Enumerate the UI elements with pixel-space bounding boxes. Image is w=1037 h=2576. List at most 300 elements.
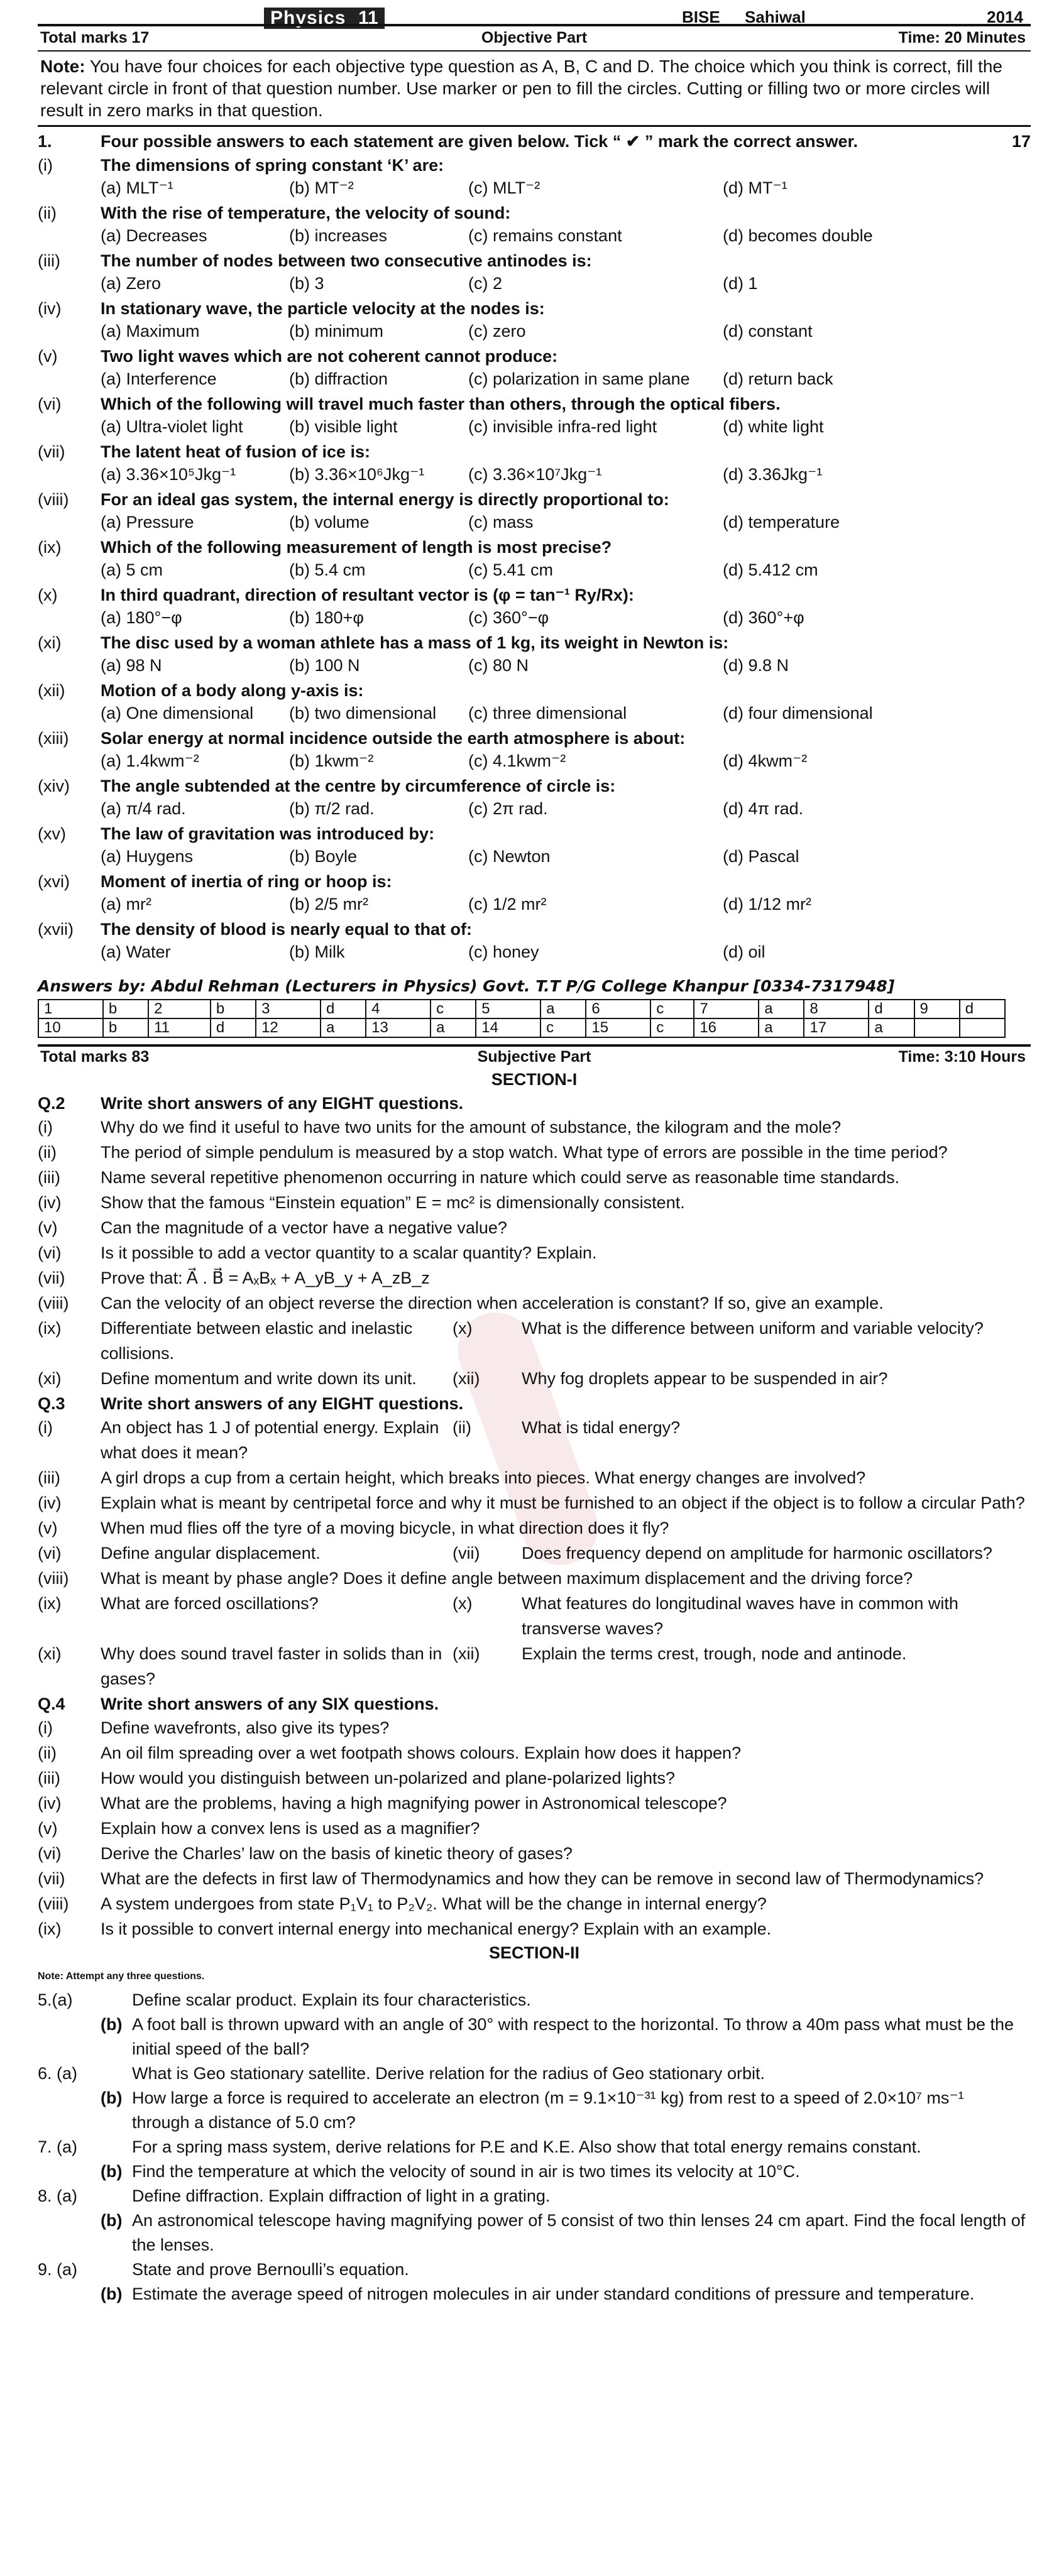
part-text: Why do we find it useful to have two units for the amount of substance, the kilogram and the mole? bbox=[101, 1118, 842, 1137]
long-question-part: (b) bbox=[101, 2088, 123, 2107]
long-question-part bbox=[101, 2135, 132, 2159]
option-c: (c) Newton bbox=[468, 847, 551, 866]
mcq-options bbox=[38, 654, 1031, 677]
long-question-number bbox=[38, 2233, 101, 2257]
mcq-question-row bbox=[38, 631, 1031, 654]
question-number: Q.4 bbox=[38, 1695, 65, 1713]
option-b: (b) MT⁻² bbox=[289, 178, 354, 197]
option-c: (c) 5.41 cm bbox=[468, 560, 554, 579]
option-b: (b) 100 N bbox=[289, 656, 360, 675]
long-question-number bbox=[38, 2159, 101, 2184]
option-a: (a) 5 cm bbox=[101, 560, 163, 579]
part-number: (iv) bbox=[38, 1193, 62, 1212]
mcq-question-row bbox=[38, 154, 1031, 177]
long-question-row bbox=[38, 2086, 1031, 2110]
long-question-part bbox=[101, 1988, 132, 2012]
question-instruction: Write short answers of any SIX questions. bbox=[101, 1695, 439, 1713]
mcq-item bbox=[38, 918, 1031, 963]
answer-key-cell: d bbox=[869, 1000, 914, 1018]
option-a: (a) Maximum bbox=[101, 322, 200, 341]
objective-bar bbox=[38, 24, 1031, 52]
option-c: (c) 2 bbox=[468, 274, 502, 293]
option-d: (d) Pascal bbox=[723, 847, 799, 866]
mcq-options bbox=[38, 941, 1031, 963]
option-a: (a) Pressure bbox=[101, 513, 194, 532]
short-question-row bbox=[38, 1916, 1031, 1941]
answer-key-cell: 1 bbox=[38, 1000, 103, 1018]
mcq-options bbox=[38, 320, 1031, 342]
part-text: Name several repetitive phenomenon occurring in nature which could serve as reasonable time standards. bbox=[101, 1168, 900, 1187]
short-question-row bbox=[38, 1490, 1031, 1515]
answer-key-cell: 3 bbox=[256, 1000, 321, 1018]
option-c: (c) 3.36×10⁷Jkg⁻¹ bbox=[468, 465, 602, 484]
option-b: (b) Boyle bbox=[289, 847, 358, 866]
long-question-number: 5.(a) bbox=[38, 1990, 73, 2009]
mcq-item-text: Which of the following measurement of length is most precise? bbox=[101, 538, 612, 557]
long-question-part bbox=[101, 2233, 132, 2257]
part-number: (viii) bbox=[38, 1294, 69, 1313]
option-a: (a) Ultra-violet light bbox=[101, 417, 243, 436]
mcq-item-number: (ii) bbox=[38, 204, 57, 222]
long-question-text: What is Geo stationary satellite. Derive relation for the radius of Geo stationary orbit. bbox=[132, 2064, 765, 2083]
mcq-options bbox=[38, 893, 1031, 915]
mcq-item-text: Two light waves which are not coherent cannot produce: bbox=[101, 347, 558, 366]
option-b: (b) diffraction bbox=[289, 369, 388, 388]
mcq-item-text: The number of nodes between two consecutive antinodes is: bbox=[101, 251, 592, 270]
option-d: (d) constant bbox=[723, 322, 813, 341]
answer-key-cell: b bbox=[211, 1000, 256, 1018]
long-question-text: the lenses. bbox=[132, 2235, 214, 2254]
option-d: (d) 3.36Jkg⁻¹ bbox=[723, 465, 823, 484]
answer-key-cell: a bbox=[540, 1000, 586, 1018]
mcq-item-number: (viii) bbox=[38, 490, 69, 509]
option-b: (b) increases bbox=[289, 226, 388, 245]
mcq-item-text: The disc used by a woman athlete has a mass of 1 kg, its weight in Newton is: bbox=[101, 633, 729, 652]
year-label: 2014 bbox=[987, 8, 1023, 26]
option-a: (a) Decreases bbox=[101, 226, 207, 245]
mcq-item-text: Moment of inertia of ring or hoop is: bbox=[101, 872, 392, 891]
short-question-row bbox=[38, 1866, 1031, 1891]
mcq-question-row bbox=[38, 679, 1031, 702]
part-number: (vii) bbox=[38, 1269, 65, 1287]
mcq-item bbox=[38, 249, 1031, 295]
option-c: (c) remains constant bbox=[468, 226, 622, 245]
mcq-item-text: Which of the following will travel much faster than others, through the optical fibers. bbox=[101, 395, 781, 413]
mcq-item-number: (xii) bbox=[38, 681, 65, 700]
part-text: Differentiate between elastic and inelastic collisions. bbox=[101, 1319, 413, 1363]
mcq-marks: 17 bbox=[1011, 132, 1031, 151]
paper-header bbox=[38, 0, 1031, 28]
option-b: (b) 1kwm⁻² bbox=[289, 751, 374, 770]
answer-key-cell: 10 bbox=[38, 1018, 103, 1037]
part-number: (xii) bbox=[453, 1369, 480, 1388]
mcq-question-row bbox=[38, 918, 1031, 941]
mcq-question-row bbox=[38, 440, 1031, 463]
answers-by: Answers by: Abdul Rehman (Lecturers in Physics) Govt. T.T P/G College Khanpur [0334-7317948] bbox=[38, 977, 895, 995]
part-text: What features do longitudinal waves have in common with transverse waves? bbox=[522, 1594, 958, 1638]
answer-key-cell: d bbox=[211, 1018, 256, 1037]
answer-key-cell: 6 bbox=[586, 1000, 650, 1018]
part-number: (v) bbox=[38, 1519, 58, 1537]
mcq-question-row bbox=[38, 488, 1031, 511]
short-question-row bbox=[38, 1515, 1031, 1541]
long-question-row bbox=[38, 2233, 1031, 2257]
mcq-question-row bbox=[38, 870, 1031, 893]
mcq-item-text: The latent heat of fusion of ice is: bbox=[101, 442, 371, 461]
answer-key-cell: c bbox=[650, 1018, 694, 1037]
long-question-row bbox=[38, 2282, 1031, 2306]
option-b: (b) 5.4 cm bbox=[289, 560, 366, 579]
option-a: (a) Zero bbox=[101, 274, 162, 293]
long-question-text: through a distance of 5.0 cm? bbox=[132, 2113, 356, 2132]
option-d: (d) 5.412 cm bbox=[723, 560, 818, 579]
option-d: (d) 9.8 N bbox=[723, 656, 789, 675]
part-text: Why does sound travel faster in solids than in gases? bbox=[101, 1644, 442, 1688]
answer-key-cell: b bbox=[103, 1018, 148, 1037]
option-b: (b) 180+φ bbox=[289, 608, 364, 627]
mcq-question-row bbox=[38, 393, 1031, 415]
answer-key-cell: d bbox=[960, 1000, 1005, 1018]
mcq-item-text: For an ideal gas system, the internal energy is directly proportional to: bbox=[101, 490, 669, 509]
part-text: Why fog droplets appear to be suspended in air? bbox=[522, 1369, 888, 1388]
part-number: (vi) bbox=[38, 1844, 62, 1863]
mcq-item-number: (xv) bbox=[38, 824, 66, 843]
option-c: (c) three dimensional bbox=[468, 704, 627, 723]
long-question-part bbox=[101, 2184, 132, 2208]
part-text: Explain the terms crest, trough, node and antinode. bbox=[522, 1644, 907, 1663]
option-a: (a) Huygens bbox=[101, 847, 194, 866]
part-text: When mud flies off the tyre of a moving bicycle, in what direction does it fly? bbox=[101, 1519, 669, 1537]
mcq-item-text: The density of blood is nearly equal to that of: bbox=[101, 920, 473, 939]
short-question-row bbox=[38, 1190, 1031, 1215]
part-text: How would you distinguish between un-polarized and plane-polarized lights? bbox=[101, 1769, 676, 1787]
mcq-item bbox=[38, 488, 1031, 533]
long-question-row bbox=[38, 2208, 1031, 2233]
mcq-number: 1. bbox=[38, 132, 52, 151]
mcq-item-text: Motion of a body along y-axis is: bbox=[101, 681, 364, 700]
long-question-number bbox=[38, 2086, 101, 2110]
mcq-item-number: (iv) bbox=[38, 299, 62, 318]
long-question-number bbox=[38, 2110, 101, 2135]
district-label: Sahiwal bbox=[745, 8, 806, 26]
part-text: Explain what is meant by centripetal force and why it must be furnished to an object if the object is to follow a circular Path? bbox=[101, 1493, 1025, 1512]
part-text: Define momentum and write down its unit. bbox=[101, 1369, 417, 1388]
mcq-item bbox=[38, 727, 1031, 772]
objective-time: Time: 20 Minutes bbox=[898, 29, 1026, 46]
part-number: (xii) bbox=[453, 1644, 480, 1663]
board-label: BISE bbox=[682, 8, 720, 26]
short-questions bbox=[38, 1092, 1031, 1941]
short-question-row bbox=[38, 1641, 1031, 1691]
mcq-item bbox=[38, 822, 1031, 868]
option-c: (c) 2π rad. bbox=[468, 799, 548, 818]
objective-total-marks: Total marks 17 bbox=[40, 29, 150, 46]
part-text: The period of simple pendulum is measured by a stop watch. What type of errors are possible in the time period? bbox=[101, 1143, 948, 1162]
part-text: Is it possible to convert internal energy into mechanical energy? Explain with an example. bbox=[101, 1919, 772, 1938]
answer-key-row bbox=[38, 1000, 1005, 1018]
option-a: (a) One dimensional bbox=[101, 704, 254, 723]
long-question-part bbox=[101, 2110, 132, 2135]
mcq-item-number: (i) bbox=[38, 156, 53, 175]
part-number: (ix) bbox=[38, 1919, 62, 1938]
long-question-part bbox=[101, 2061, 132, 2086]
option-c: (c) mass bbox=[468, 513, 534, 532]
part-number: (ii) bbox=[38, 1143, 57, 1162]
mcq-options bbox=[38, 702, 1031, 724]
part-text: Does frequency depend on amplitude for harmonic oscillators? bbox=[522, 1544, 992, 1563]
mcq-options bbox=[38, 845, 1031, 868]
part-number: (iii) bbox=[38, 1168, 60, 1187]
part-text: Define angular displacement. bbox=[101, 1544, 321, 1563]
option-b: (b) π/2 rad. bbox=[289, 799, 375, 818]
answer-key-cell bbox=[914, 1018, 960, 1037]
option-b: (b) minimum bbox=[289, 322, 384, 341]
long-question-part: (b) bbox=[101, 2211, 123, 2230]
long-question-part bbox=[101, 2257, 132, 2282]
option-b: (b) two dimensional bbox=[289, 704, 437, 723]
answer-key-cell: 15 bbox=[586, 1018, 650, 1037]
part-number: (ii) bbox=[38, 1744, 57, 1762]
part-text: What is meant by phase angle? Does it define angle between maximum displacement and the driving force? bbox=[101, 1569, 913, 1588]
subjective-total-marks: Total marks 83 bbox=[40, 1048, 150, 1066]
mcq-item bbox=[38, 345, 1031, 390]
answer-key-cell: 4 bbox=[366, 1000, 431, 1018]
long-question-number bbox=[38, 2037, 101, 2061]
option-d: (d) temperature bbox=[723, 513, 840, 532]
part-number: (iii) bbox=[38, 1468, 60, 1487]
short-question-row bbox=[38, 1566, 1031, 1591]
short-question-row bbox=[38, 1766, 1031, 1791]
short-question-row bbox=[38, 1465, 1031, 1490]
mcq-item-number: (xi) bbox=[38, 633, 62, 652]
option-c: (c) honey bbox=[468, 942, 539, 961]
mcq-item-number: (xiii) bbox=[38, 729, 69, 748]
mcq-item-text: The law of gravitation was introduced by: bbox=[101, 824, 435, 843]
option-a: (a) 3.36×10⁵Jkg⁻¹ bbox=[101, 465, 236, 484]
part-number: (vii) bbox=[38, 1869, 65, 1888]
short-question-row bbox=[38, 1215, 1031, 1240]
long-question-row bbox=[38, 2159, 1031, 2184]
long-question-row bbox=[38, 2110, 1031, 2135]
answer-key-cell: a bbox=[321, 1018, 366, 1037]
short-question-row bbox=[38, 1541, 1031, 1566]
option-c: (c) 1/2 mr² bbox=[468, 895, 547, 914]
long-question-text: A foot ball is thrown upward with an angle of 30° with respect to the horizontal. To throw a 40m pass what must be the bbox=[132, 2015, 1014, 2034]
mcq-options bbox=[38, 177, 1031, 199]
short-question-row bbox=[38, 1891, 1031, 1916]
answer-key-cell: 17 bbox=[804, 1018, 869, 1037]
part-text: A girl drops a cup from a certain height, which breaks into pieces. What energy changes are involved? bbox=[101, 1468, 866, 1487]
note-label: Note: bbox=[40, 57, 85, 76]
option-b: (b) volume bbox=[289, 513, 370, 532]
short-question-row bbox=[38, 1265, 1031, 1291]
mcq-item bbox=[38, 536, 1031, 581]
part-number: (x) bbox=[453, 1594, 473, 1613]
long-question-number bbox=[38, 2012, 101, 2037]
section-2-heading: SECTION-II bbox=[488, 1943, 579, 1962]
mcq-item-number: (ix) bbox=[38, 538, 62, 557]
part-number: (ix) bbox=[38, 1594, 62, 1613]
option-b: (b) 2/5 mr² bbox=[289, 895, 369, 914]
answer-key-table bbox=[38, 999, 1006, 1038]
part-number: (ix) bbox=[38, 1319, 62, 1338]
mcq-question-row bbox=[38, 297, 1031, 320]
mcq-options bbox=[38, 415, 1031, 438]
short-question-row bbox=[38, 1415, 1031, 1465]
mcq-item-number: (v) bbox=[38, 347, 58, 366]
long-question-row bbox=[38, 2257, 1031, 2282]
answer-key-cell: 8 bbox=[804, 1000, 869, 1018]
mcq-item-text: The angle subtended at the centre by circumference of circle is: bbox=[101, 777, 616, 795]
subjective-bar bbox=[38, 1044, 1031, 1068]
mcq-question-row bbox=[38, 536, 1031, 559]
answer-key-cell: d bbox=[321, 1000, 366, 1018]
short-question-row bbox=[38, 1115, 1031, 1140]
section-1-heading: SECTION-I bbox=[491, 1070, 578, 1089]
long-question-part: (b) bbox=[101, 2162, 123, 2181]
mcq-item bbox=[38, 202, 1031, 247]
option-a: (a) Water bbox=[101, 942, 171, 961]
mcq-instruction: Four possible answers to each statement are given below. Tick “ ✔ ” mark the correct answer. bbox=[101, 132, 859, 151]
option-d: (d) white light bbox=[723, 417, 824, 436]
part-number: (vi) bbox=[38, 1243, 62, 1262]
part-number: (vi) bbox=[38, 1544, 62, 1563]
part-text: Derive the Charles’ law on the basis of kinetic theory of gases? bbox=[101, 1844, 573, 1863]
part-number: (viii) bbox=[38, 1894, 69, 1913]
option-d: (d) 1/12 mr² bbox=[723, 895, 812, 914]
question-instruction: Write short answers of any EIGHT questions. bbox=[101, 1394, 464, 1413]
option-d: (d) oil bbox=[723, 942, 765, 961]
part-number: (x) bbox=[453, 1319, 473, 1338]
part-text: Explain how a convex lens is used as a magnifier? bbox=[101, 1819, 480, 1838]
answer-key-cell: 13 bbox=[366, 1018, 431, 1037]
part-number: (vii) bbox=[453, 1544, 480, 1563]
answer-key-cell: a bbox=[431, 1018, 476, 1037]
option-c: (c) 4.1kwm⁻² bbox=[468, 751, 566, 770]
part-number: (viii) bbox=[38, 1569, 69, 1588]
mcq-item-number: (xvii) bbox=[38, 920, 74, 939]
part-text: Show that the famous “Einstein equation” E = mc² is dimensionally consistent. bbox=[101, 1193, 685, 1212]
option-a: (a) π/4 rad. bbox=[101, 799, 186, 818]
option-b: (b) 3 bbox=[289, 274, 324, 293]
mcq-item-number: (xvi) bbox=[38, 872, 70, 891]
long-question-number: 7. (a) bbox=[38, 2137, 78, 2156]
mcq-options bbox=[38, 224, 1031, 247]
part-text: An oil film spreading over a wet footpath shows colours. Explain how does it happen? bbox=[101, 1744, 742, 1762]
option-d: (d) return back bbox=[723, 369, 833, 388]
part-text: Define wavefronts, also give its types? bbox=[101, 1718, 390, 1737]
exam-paper bbox=[38, 0, 1031, 2306]
class-label: 11 bbox=[352, 8, 385, 29]
answer-key-cell: c bbox=[431, 1000, 476, 1018]
mcq-question-row bbox=[38, 249, 1031, 272]
mcq-item-text: The dimensions of spring constant ‘K’ are: bbox=[101, 156, 444, 175]
mcq-options bbox=[38, 750, 1031, 772]
long-question-row bbox=[38, 1988, 1031, 2012]
mcq-question-row bbox=[38, 202, 1031, 224]
part-text: What are the problems, having a high magnifying power in Astronomical telescope? bbox=[101, 1794, 727, 1813]
subject-label: Physics bbox=[264, 8, 352, 29]
option-d: (d) becomes double bbox=[723, 226, 873, 245]
long-question-row bbox=[38, 2037, 1031, 2061]
question-heading bbox=[38, 1693, 1031, 1715]
answer-key-cell: a bbox=[869, 1018, 914, 1037]
short-question-row bbox=[38, 1240, 1031, 1265]
part-text: A system undergoes from state P₁V₁ to P₂V₂. What will be the change in internal energy? bbox=[101, 1894, 767, 1913]
answer-key-cell: 16 bbox=[694, 1018, 759, 1037]
option-c: (c) 80 N bbox=[468, 656, 529, 675]
part-number: (iv) bbox=[38, 1794, 62, 1813]
mcq-list bbox=[38, 154, 1031, 963]
subjective-title: Subjective Part bbox=[477, 1048, 591, 1066]
option-b: (b) visible light bbox=[289, 417, 398, 436]
short-question-row bbox=[38, 1740, 1031, 1766]
option-c: (c) 360°−φ bbox=[468, 608, 549, 627]
short-question-row bbox=[38, 1165, 1031, 1190]
option-a: (a) 180°−φ bbox=[101, 608, 182, 627]
long-question-row bbox=[38, 2184, 1031, 2208]
mcq-options bbox=[38, 559, 1031, 581]
option-c: (c) invisible infra-red light bbox=[468, 417, 657, 436]
long-question-part: (b) bbox=[101, 2015, 123, 2034]
part-number: (xi) bbox=[38, 1369, 62, 1388]
answer-key-cell: a bbox=[759, 1000, 804, 1018]
mcq-item bbox=[38, 870, 1031, 915]
part-number: (i) bbox=[38, 1118, 53, 1137]
mcq-item-number: (iii) bbox=[38, 251, 60, 270]
mcq-item-text: Solar energy at normal incidence outside the earth atmosphere is about: bbox=[101, 729, 686, 748]
long-questions bbox=[38, 1988, 1031, 2306]
part-number: (v) bbox=[38, 1218, 58, 1237]
objective-note bbox=[38, 55, 1031, 127]
long-question-text: Estimate the average speed of nitrogen molecules in air under standard conditions of pressure and temperature. bbox=[132, 2284, 975, 2303]
long-question-row bbox=[38, 2061, 1031, 2086]
part-number: (v) bbox=[38, 1819, 58, 1838]
short-question-row bbox=[38, 1316, 1031, 1366]
mcq-options bbox=[38, 797, 1031, 820]
long-question-text: State and prove Bernoulli’s equation. bbox=[132, 2260, 409, 2279]
long-question-text: Define scalar product. Explain its four characteristics. bbox=[132, 1990, 531, 2009]
part-text: Can the velocity of an object reverse the direction when acceleration is constant? If so, give an example. bbox=[101, 1294, 884, 1313]
short-question-row bbox=[38, 1291, 1031, 1316]
mcq-item-number: (vii) bbox=[38, 442, 65, 461]
long-question-number bbox=[38, 2208, 101, 2233]
section-2-note bbox=[38, 1965, 1031, 1988]
question-heading bbox=[38, 1092, 1031, 1115]
mcq-options bbox=[38, 511, 1031, 533]
note2-text: Note: Attempt any three questions. bbox=[38, 1971, 205, 1982]
part-text: Is it possible to add a vector quantity to a scalar quantity? Explain. bbox=[101, 1243, 597, 1262]
mcq-item bbox=[38, 775, 1031, 820]
part-text: What are the defects in first law of Thermodynamics and how they can be remove in second law of Thermodynamics? bbox=[101, 1869, 984, 1888]
short-question-row bbox=[38, 1366, 1031, 1391]
mcq-item-text: In stationary wave, the particle velocity at the nodes is: bbox=[101, 299, 545, 318]
part-number: (i) bbox=[38, 1418, 53, 1437]
part-text: What is tidal energy? bbox=[522, 1418, 681, 1437]
answer-key-cell: 2 bbox=[148, 1000, 211, 1018]
part-number: (iii) bbox=[38, 1769, 60, 1787]
mcq-options bbox=[38, 463, 1031, 486]
part-text: An object has 1 J of potential energy. Explain what does it mean? bbox=[101, 1418, 439, 1462]
option-d: (d) four dimensional bbox=[723, 704, 873, 723]
option-d: (d) MT⁻¹ bbox=[723, 178, 787, 197]
answer-key-cell: 12 bbox=[256, 1018, 321, 1037]
mcq-item bbox=[38, 393, 1031, 438]
mcq-item-number: (x) bbox=[38, 586, 58, 604]
long-question-text: initial speed of the ball? bbox=[132, 2039, 310, 2058]
mcq-question-row bbox=[38, 775, 1031, 797]
long-question-text: Find the temperature at which the velocity of sound in air is two times its velocity at 10°C. bbox=[132, 2162, 800, 2181]
